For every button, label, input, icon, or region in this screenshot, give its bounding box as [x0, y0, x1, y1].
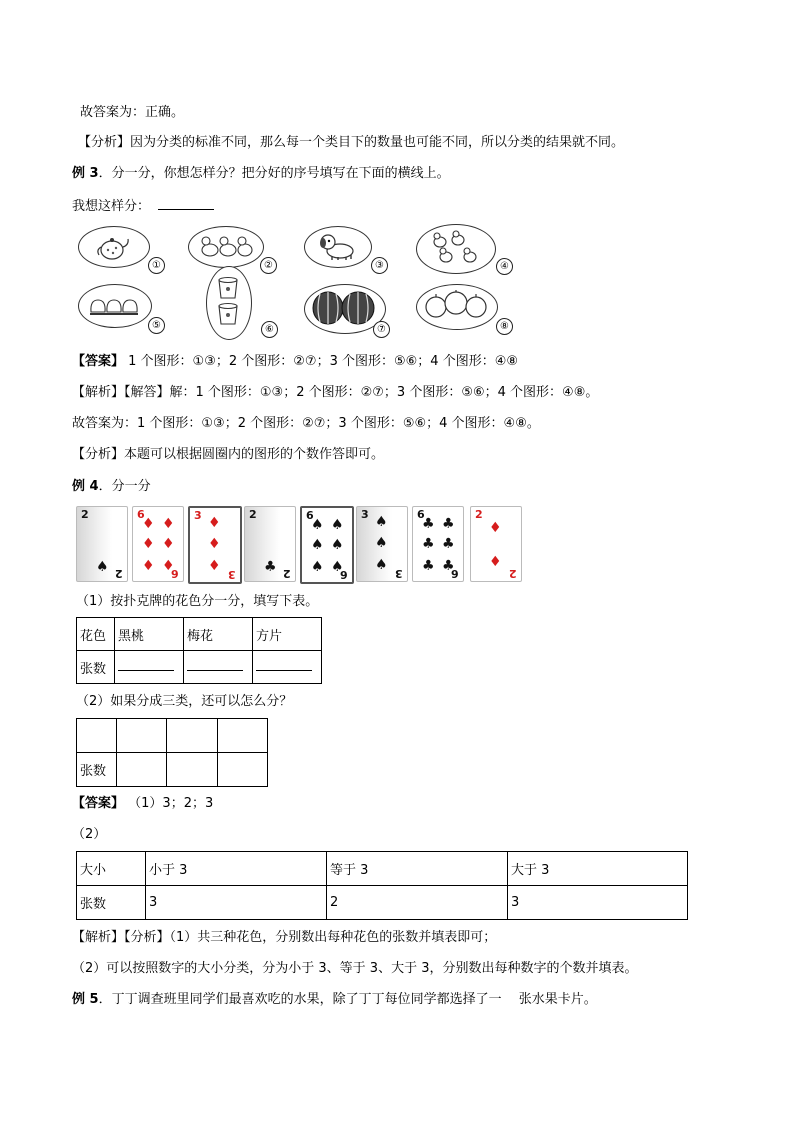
- club-icon: ♣: [442, 558, 455, 574]
- answer-cell[interactable]: [115, 651, 184, 684]
- playing-card: [300, 506, 354, 584]
- diamond-icon: ♦: [208, 515, 221, 531]
- figure-number: ④: [496, 258, 513, 275]
- club-icon: ♣: [264, 559, 277, 575]
- answer-cell[interactable]: [77, 719, 117, 753]
- answer-cell[interactable]: [167, 719, 217, 753]
- spade-icon: ♠: [96, 559, 109, 575]
- spade-icon: ♠: [311, 559, 324, 575]
- card-rank: 6: [306, 509, 314, 522]
- diamond-icon: ♦: [208, 536, 221, 552]
- diamond-icon: ♦: [162, 516, 175, 532]
- example-label: 例 5: [72, 992, 99, 1007]
- answer-tag: 【答案】: [72, 354, 125, 369]
- figure-3: [304, 224, 394, 274]
- table-header: 黑桃: [115, 618, 184, 651]
- card-rank: 6: [137, 508, 145, 521]
- club-icon: ♣: [422, 536, 435, 552]
- example-label: 例 3: [72, 166, 99, 181]
- card-rank: 2: [81, 508, 89, 521]
- answer-cell[interactable]: [184, 651, 253, 684]
- playing-card: [76, 506, 128, 582]
- example-text: ．分一分: [98, 479, 151, 494]
- suit-table: [76, 617, 322, 684]
- answer-4-part-2: （2）: [72, 827, 107, 842]
- cups-icon: [214, 274, 242, 332]
- question-2: （2）如果分成三类，还可以怎么分？: [76, 694, 293, 709]
- figure-number: ⑥: [261, 321, 278, 338]
- chicks-icon: [428, 230, 484, 266]
- blank-table: [76, 718, 268, 787]
- diamond-icon: ♦: [489, 520, 502, 536]
- table-header: 大于 3: [508, 852, 688, 886]
- ducks-icon: [198, 234, 254, 260]
- example-text: ．丁丁调查班里同学们最喜欢吃的水果，除了丁丁每位同学都选择了一 张水果卡片。: [98, 992, 597, 1007]
- spade-icon: ♠: [331, 517, 344, 533]
- explanation-4b: （2）可以按照数字的大小分类，分为小于 3、等于 3、大于 3，分别数出每种数字的个数并填表。: [72, 961, 638, 976]
- club-icon: ♣: [422, 558, 435, 574]
- figure-number: ⑧: [496, 318, 513, 335]
- spade-icon: ♠: [375, 535, 388, 551]
- club-icon: ♣: [422, 516, 435, 532]
- card-rank: 3: [228, 568, 236, 581]
- row-label: 张数: [77, 753, 117, 787]
- diamond-icon: ♦: [142, 516, 155, 532]
- diamond-icon: ♦: [489, 554, 502, 570]
- table-header: 方片: [253, 618, 322, 651]
- answer-cell[interactable]: [117, 753, 167, 787]
- diamond-icon: ♦: [208, 558, 221, 574]
- diamond-icon: ♦: [162, 536, 175, 552]
- figure-number: ②: [260, 257, 277, 274]
- answer-blank: [158, 197, 214, 210]
- example-3-prompt: [72, 197, 214, 216]
- answer-cell[interactable]: [253, 651, 322, 684]
- playing-card: [132, 506, 184, 582]
- club-icon: ♣: [442, 516, 455, 532]
- figure-4: [416, 224, 516, 274]
- answer-text: 1 个图形：①③；2 个图形：②⑦；3 个图形：⑤⑥；4 个图形：④⑧: [128, 354, 519, 369]
- card-rank: 6: [340, 568, 348, 581]
- prompt-text: 我想这样分：: [72, 199, 151, 214]
- card-rank: 2: [475, 508, 483, 521]
- analysis-line: 【分析】因为分类的标准不同，那么每一个类目下的数量也可能不同，所以分类的结果就不同。: [78, 135, 625, 150]
- example-3-title: [72, 165, 450, 183]
- figure-number: ③: [371, 257, 388, 274]
- card-rank: 6: [451, 567, 459, 580]
- spade-icon: ♠: [311, 537, 324, 553]
- table-header: 小于 3: [146, 852, 327, 886]
- oranges-icon: [422, 290, 490, 322]
- card-rank: 3: [194, 509, 202, 522]
- figure-1: [78, 224, 168, 274]
- example-5-title: [72, 991, 597, 1009]
- figure-6: [206, 266, 278, 340]
- watermelons-icon: [310, 289, 378, 327]
- teapot-icon: [96, 233, 130, 261]
- question-1: （1）按扑克牌的花色分一分，填写下表。: [76, 594, 319, 609]
- example-label: 例 4: [72, 479, 99, 494]
- answer-cell[interactable]: [117, 719, 167, 753]
- conclusion-3: 故答案为：1 个图形：①③；2 个图形：②⑦；3 个图形：⑤⑥；4 个图形：④⑧。: [72, 416, 540, 431]
- playing-card: [470, 506, 522, 582]
- row-label: 张数: [77, 651, 115, 684]
- playing-card: [356, 506, 408, 582]
- answer-4: [72, 795, 213, 813]
- example-text: ．分一分，你想怎样分？把分好的序号填写在下面的横线上。: [98, 166, 450, 181]
- figure-8: [416, 284, 516, 336]
- figure-number: ⑤: [148, 317, 165, 334]
- card-rank: 3: [361, 508, 369, 521]
- playing-card: [412, 506, 464, 582]
- table-cell: 2: [327, 886, 508, 920]
- answer-text: （1）3；2；3: [128, 796, 214, 811]
- explanation-4: 【解析】【分析】（1）共三种花色，分别数出每种花色的张数并填表即可；: [72, 930, 497, 945]
- analysis-3: 【分析】本题可以根据圆圈内的图形的个数作答即可。: [72, 447, 385, 462]
- size-table: [76, 851, 688, 920]
- dog-icon: [318, 232, 358, 262]
- table-cell: 3: [146, 886, 327, 920]
- table-cell: 3: [508, 886, 688, 920]
- table-header: 大小: [77, 852, 146, 886]
- card-rank: 2: [249, 508, 257, 521]
- figure-5: [78, 284, 168, 334]
- playing-card: [244, 506, 296, 582]
- diamond-icon: ♦: [162, 558, 175, 574]
- table-header: 等于 3: [327, 852, 508, 886]
- example-4-title: [72, 478, 151, 496]
- card-rank: 2: [283, 567, 291, 580]
- diamond-icon: ♦: [142, 558, 155, 574]
- answer-cell[interactable]: [217, 753, 267, 787]
- table-header: 花色: [77, 618, 115, 651]
- card-rank: 2: [115, 567, 123, 580]
- card-rank: 6: [417, 508, 425, 521]
- answer-cell[interactable]: [217, 719, 267, 753]
- answer-tag: 【答案】: [72, 796, 125, 811]
- spade-icon: ♠: [311, 517, 324, 533]
- table-header: 梅花: [184, 618, 253, 651]
- diamond-icon: ♦: [142, 536, 155, 552]
- spade-icon: ♠: [331, 559, 344, 575]
- explanation-3: 【解析】【解答】解：1 个图形：①③；2 个图形：②⑦；3 个图形：⑤⑥；4 个图形：④⑧。: [72, 385, 599, 400]
- answer-cell[interactable]: [167, 753, 217, 787]
- figure-7: [304, 284, 404, 338]
- answer-3: [72, 353, 518, 371]
- spade-icon: ♠: [375, 514, 388, 530]
- card-rank: 6: [171, 567, 179, 580]
- row-label: 张数: [77, 886, 146, 920]
- peaches-icon: [88, 294, 142, 318]
- club-icon: ♣: [442, 536, 455, 552]
- playing-card: [188, 506, 242, 584]
- card-rank: 2: [509, 567, 517, 580]
- answer-line: 故答案为：正确。: [80, 105, 185, 120]
- card-rank: 3: [395, 567, 403, 580]
- spade-icon: ♠: [331, 537, 344, 553]
- figure-number: ⑦: [373, 321, 390, 338]
- figure-number: ①: [148, 257, 165, 274]
- spade-icon: ♠: [375, 557, 388, 573]
